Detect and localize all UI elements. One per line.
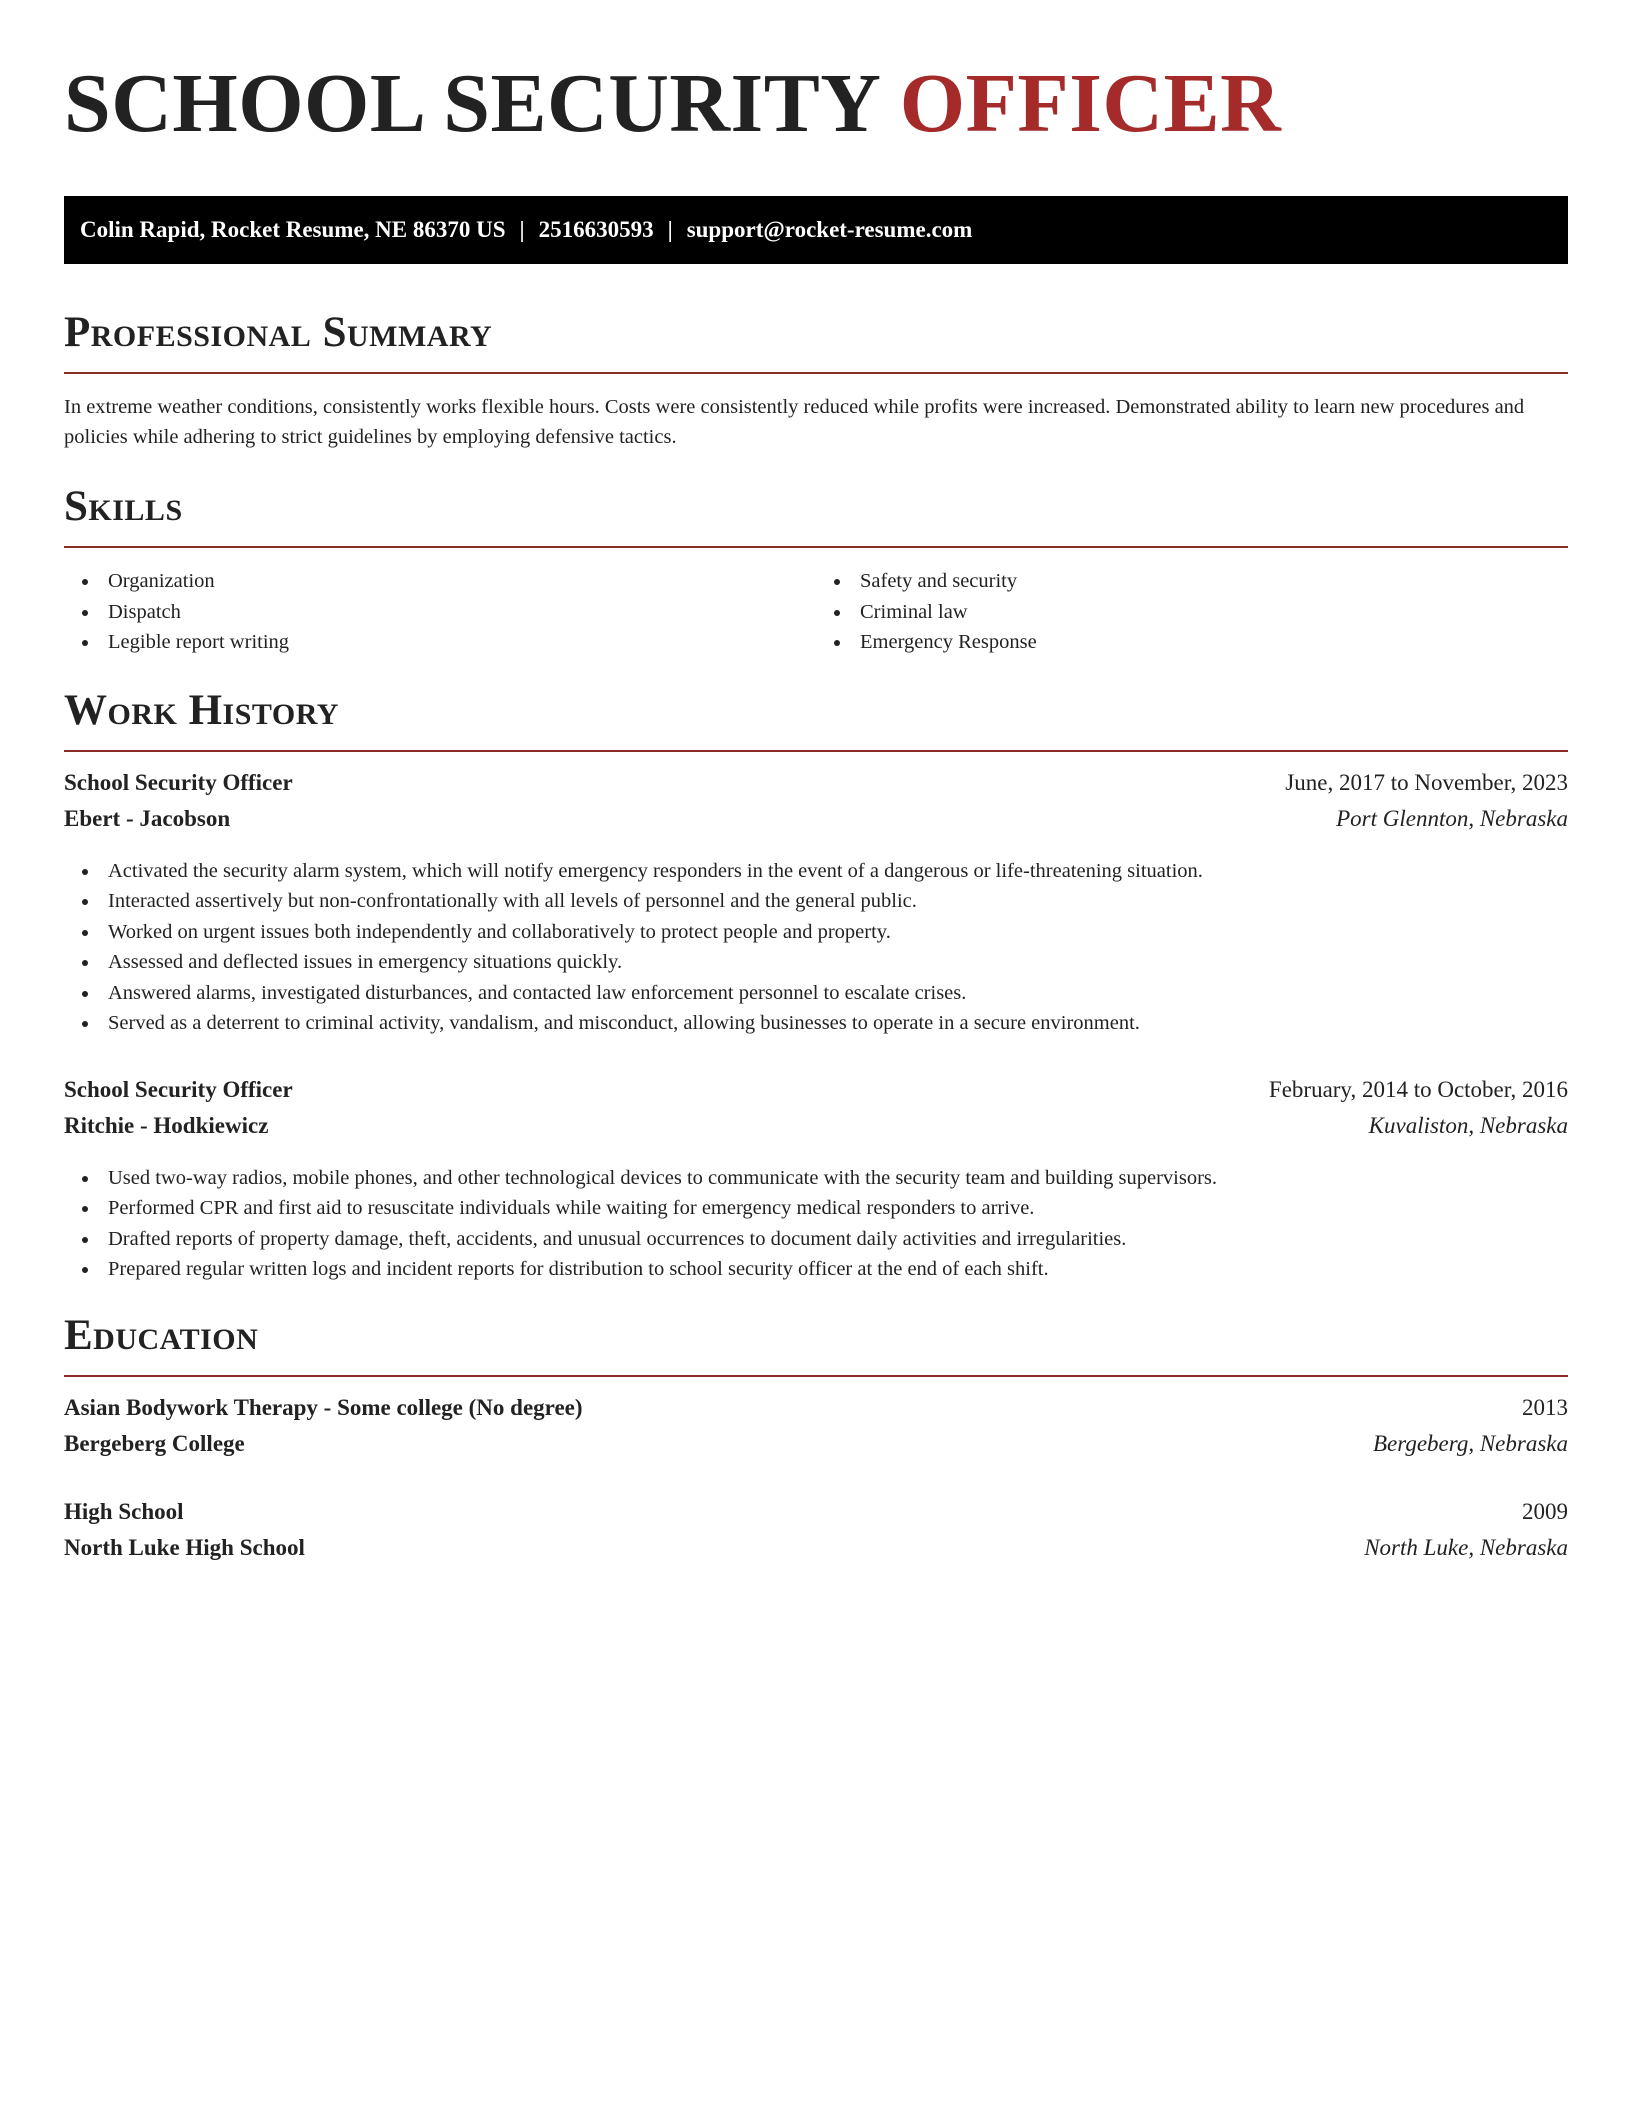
job-bullet: Used two-way radios, mobile phones, and other technological devices to communicate with the security team and building supervisors. bbox=[64, 1163, 1568, 1194]
education-location: North Luke, Nebraska bbox=[1364, 1534, 1568, 1560]
summary-text: In extreme weather conditions, consistently works flexible hours. Costs were consistently reduced while profits were increased. Demonstrated ability to learn new procedures and policies while adhering to strict guidelines by employing defensive tactics. bbox=[64, 396, 1525, 448]
section-heading: Professional Summary bbox=[64, 309, 493, 356]
skills-column-left bbox=[64, 566, 816, 658]
section-divider bbox=[64, 372, 1568, 374]
skill-item: Emergency Response bbox=[816, 627, 1568, 658]
skill-item: Legible report writing bbox=[64, 627, 816, 658]
job-dates: February, 2014 to October, 2016 bbox=[1268, 1076, 1568, 1102]
contact-address: Colin Rapid, Rocket Resume, NE 86370 US bbox=[80, 217, 506, 242]
job-header-row bbox=[64, 770, 1568, 806]
job-entry bbox=[64, 1077, 1568, 1285]
education-entry bbox=[64, 1395, 1568, 1467]
section-heading: Skills bbox=[64, 483, 183, 530]
education-degree: High School bbox=[64, 1498, 184, 1524]
job-location: Kuvaliston, Nebraska bbox=[1368, 1112, 1568, 1138]
section-heading: Work History bbox=[64, 686, 339, 734]
job-title: School Security Officer bbox=[64, 769, 293, 795]
job-company: Ebert - Jacobson bbox=[64, 805, 231, 831]
job-bullet: Interacted assertively but non-confrontationally with all levels of personnel and the general public. bbox=[64, 886, 1568, 917]
skill-item: Safety and security bbox=[816, 566, 1568, 597]
education-school-row bbox=[64, 1431, 1568, 1467]
professional-summary-section bbox=[64, 308, 1568, 452]
education-year: 2009 bbox=[1522, 1498, 1568, 1524]
contact-separator: | bbox=[667, 217, 673, 242]
job-company-row bbox=[64, 806, 1568, 842]
section-divider bbox=[64, 750, 1568, 752]
education-school: North Luke High School bbox=[64, 1534, 305, 1560]
job-bullet: Drafted reports of property damage, theft, accidents, and unusual occurrences to document daily activities and irregularities. bbox=[64, 1224, 1568, 1255]
education-year: 2013 bbox=[1522, 1394, 1568, 1420]
skills-grid bbox=[64, 566, 1568, 658]
section-heading: Education bbox=[64, 1311, 259, 1359]
education-location: Bergeberg, Nebraska bbox=[1372, 1430, 1568, 1456]
resume-title bbox=[64, 58, 1568, 150]
education-school: Bergeberg College bbox=[64, 1430, 245, 1456]
job-header-row bbox=[64, 1077, 1568, 1113]
job-location: Port Glennton, Nebraska bbox=[1336, 805, 1568, 831]
job-bullet: Assessed and deflected issues in emergency situations quickly. bbox=[64, 947, 1568, 978]
skill-item: Criminal law bbox=[816, 597, 1568, 628]
skills-column-right bbox=[816, 566, 1568, 658]
section-divider bbox=[64, 1375, 1568, 1377]
job-dates: June, 2017 to November, 2023 bbox=[1285, 769, 1568, 795]
job-bullet: Performed CPR and first aid to resuscitate individuals while waiting for emergency medical responders to arrive. bbox=[64, 1193, 1568, 1224]
contact-email[interactable]: support@rocket-resume.com bbox=[686, 217, 973, 242]
job-bullets bbox=[64, 856, 1568, 1039]
education-section bbox=[64, 1311, 1568, 1571]
education-school-row bbox=[64, 1535, 1568, 1571]
skills-section bbox=[64, 482, 1568, 658]
education-degree: Asian Bodywork Therapy - Some college (No degree) bbox=[64, 1394, 583, 1420]
contact-phone: 2516630593 bbox=[538, 217, 654, 242]
title-accent: OFFICER bbox=[899, 57, 1282, 150]
education-entry bbox=[64, 1499, 1568, 1571]
job-company: Ritchie - Hodkiewicz bbox=[64, 1112, 269, 1138]
work-history-section bbox=[64, 686, 1568, 1285]
job-company-row bbox=[64, 1113, 1568, 1149]
job-bullet: Answered alarms, investigated disturbances, and contacted law enforcement personnel to escalate crises. bbox=[64, 978, 1568, 1009]
contact-separator: | bbox=[519, 217, 525, 242]
job-entry bbox=[64, 770, 1568, 1039]
job-title: School Security Officer bbox=[64, 1076, 293, 1102]
job-bullet: Served as a deterrent to criminal activity, vandalism, and misconduct, allowing businesses to operate in a secure environment. bbox=[64, 1008, 1568, 1039]
skill-item: Dispatch bbox=[64, 597, 816, 628]
title-main: SCHOOL SECURITY bbox=[64, 57, 879, 150]
job-bullets bbox=[64, 1163, 1568, 1285]
section-divider bbox=[64, 546, 1568, 548]
job-bullet: Activated the security alarm system, which will notify emergency responders in the event of a dangerous or life-threatening situation. bbox=[64, 856, 1568, 887]
job-bullet: Prepared regular written logs and incident reports for distribution to school security officer at the end of each shift. bbox=[64, 1254, 1568, 1285]
education-header-row bbox=[64, 1499, 1568, 1535]
education-header-row bbox=[64, 1395, 1568, 1431]
contact-bar bbox=[64, 196, 1568, 264]
job-bullet: Worked on urgent issues both independently and collaboratively to protect people and property. bbox=[64, 917, 1568, 948]
skill-item: Organization bbox=[64, 566, 816, 597]
